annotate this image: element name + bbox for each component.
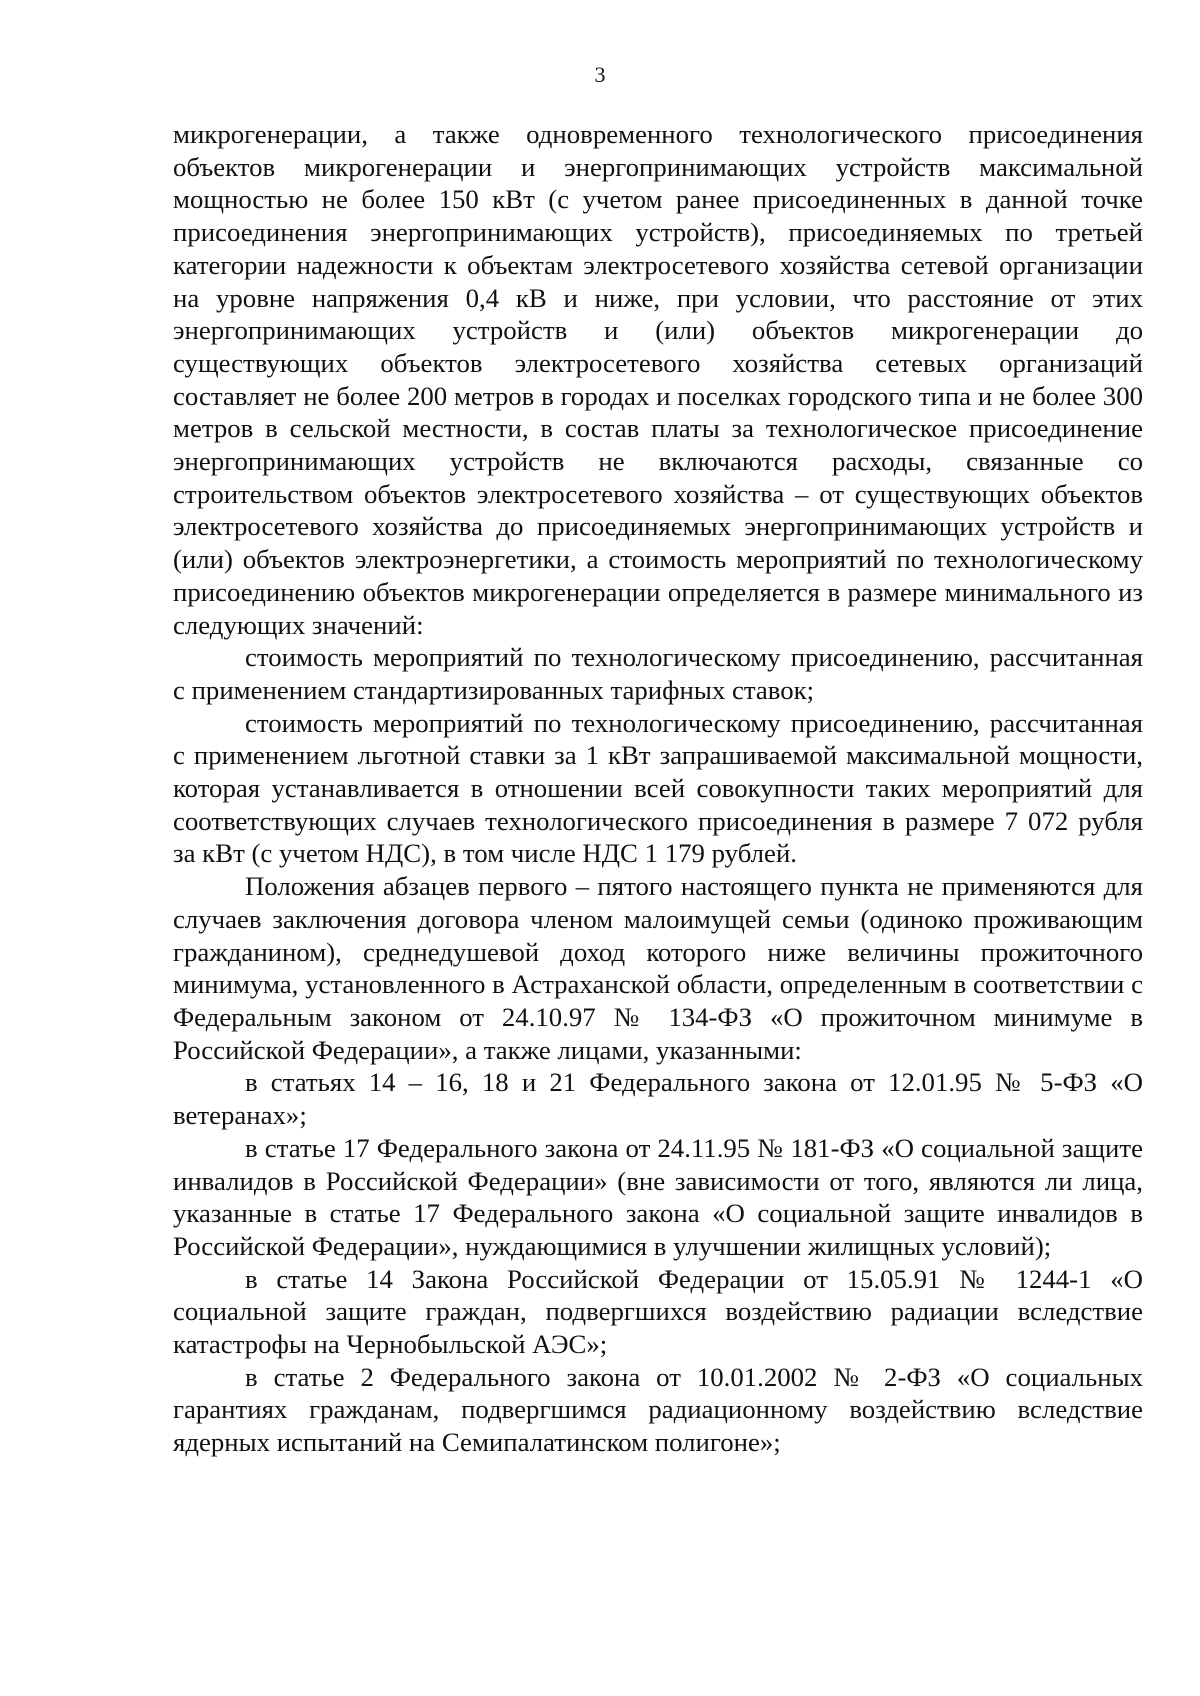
paragraph-continued: микрогенерации, а также одновременного технологического присоединения объектов микрогенерации и энергопринимающих устройств максимальной мощностью не более 150 кВт (с учетом ранее присоединенных в данной точке присоединения энергопринимающих устройств), присоединяемых по третьей категории надежности к объектам электросетевого хозяйства сетевой организации на уровне напряжения 0,4 кВ и ниже, при условии, что расстояние от этих энергопринимающих устройств и (или) объектов микрогенерации до существующих объектов электросетевого хозяйства сетевых организаций составляет не более 200 метров в городах и поселках городского типа и не более 300 метров в сельской местности, в состав платы за технологическое присоединение энергопринимающих устройств не включаются расходы, связанные со строительством объектов электросетевого хозяйства – от существующих объектов электросетевого хозяйства до присоединяемых энергопринимающих устройств и (или) объектов электроэнергетики, а стоимость мероприятий по технологическому присоединению объектов микрогенерации определяется в размере минимального из следующих значений: <box>173 119 1143 640</box>
document-body <box>173 118 1143 1459</box>
page-number: 3 <box>594 62 606 87</box>
paragraph-semipalatinsk-law: в статье 2 Федерального закона от 10.01.2002 № 2-ФЗ «О социальных гарантиях гражданам, подвергшимся радиационному воздействию вследствие ядерных испытаний на Семипалатинском полигоне»; <box>173 1361 1143 1458</box>
paragraph-preferential-rate: стоимость мероприятий по технологическому присоединению, рассчитанная с применением льготной ставки за 1 кВт запрашиваемой максимальной мощности, которая устанавливается в отношении всей совокупности таких мероприятий для соответствующих случаев технологического присоединения в размере 7 072 рубля за кВт (с учетом НДС), в том числе НДС 1 179 рублей. <box>173 707 1143 869</box>
paragraph-exceptions: Положения абзацев первого – пятого настоящего пункта не применяются для случаев заключения договора членом малоимущей семьи (одиноко проживающим гражданином), среднедушевой доход которого ниже величины прожиточного минимума, установленного в Астраханской области, определенным в соответствии с Федеральным законом от 24.10.97 № 134-ФЗ «О прожиточном минимуме в Российской Федерации», а также лицами, указанными: <box>173 871 1143 1065</box>
paragraph-disabled-law: в статье 17 Федерального закона от 24.11.95 № 181-ФЗ «О социальной защите инвалидов в Российской Федерации» (вне зависимости от того, являются ли лица, указанные в статье 17 Федерального закона «О социальной защите инвалидов в Российской Федерации», нуждающимися в улучшении жилищных условий); <box>173 1132 1143 1261</box>
paragraph-chernobyl-law: в статье 14 Закона Российской Федерации от 15.05.91 № 1244-1 «О социальной защите граждан, подвергшихся воздействию радиации вследствие катастрофы на Чернобыльской АЭС»; <box>173 1263 1143 1360</box>
paragraph-standard-rates: стоимость мероприятий по технологическому присоединению, рассчитанная с применением стандартизированных тарифных ставок; <box>173 642 1143 705</box>
paragraph-veterans-law: в статьях 14 – 16, 18 и 21 Федерального закона от 12.01.95 № 5-ФЗ «О ветеранах»; <box>173 1067 1143 1131</box>
